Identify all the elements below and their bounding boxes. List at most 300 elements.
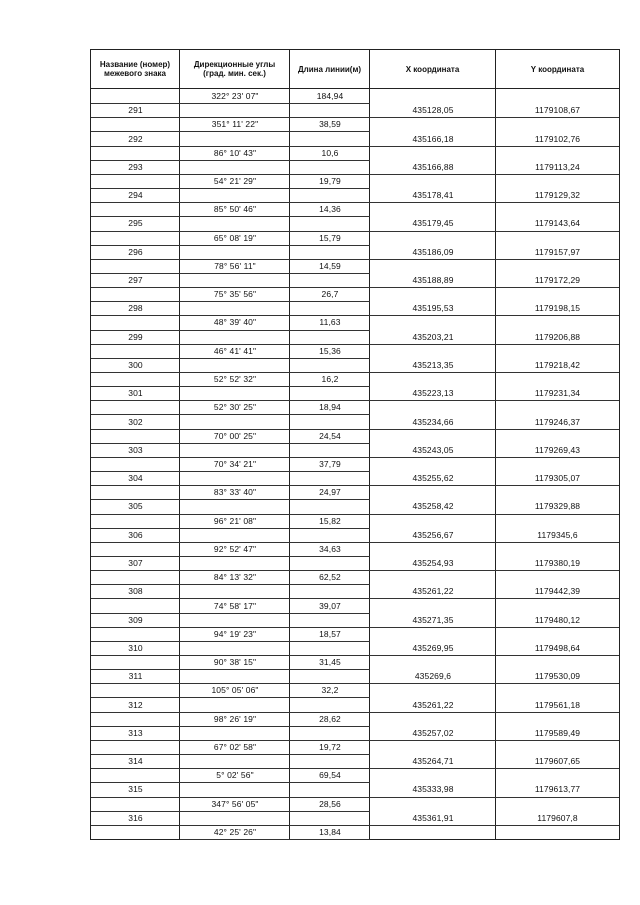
row-line bbox=[370, 146, 496, 147]
row-line bbox=[496, 287, 619, 288]
row-line bbox=[180, 202, 290, 203]
point-y: 1179380,19 bbox=[534, 558, 581, 569]
point-y: 1179607,8 bbox=[537, 812, 578, 823]
point-name: 292 bbox=[128, 133, 143, 144]
row-line bbox=[290, 315, 370, 316]
row-line bbox=[91, 782, 180, 783]
row-line bbox=[180, 825, 290, 826]
segment-angle: 90° 38' 15" bbox=[213, 657, 257, 668]
row-line bbox=[180, 556, 290, 557]
row-line bbox=[180, 429, 290, 430]
point-x: 435203,21 bbox=[412, 331, 454, 342]
segment-angle: 67° 02' 58" bbox=[213, 742, 257, 753]
point-y: 1179246,37 bbox=[534, 416, 581, 427]
point-x: 435223,13 bbox=[412, 388, 454, 399]
point-x: 435179,45 bbox=[412, 218, 454, 229]
segment-angle: 347° 56' 05" bbox=[211, 798, 259, 809]
row-line bbox=[290, 443, 370, 444]
row-line bbox=[290, 514, 370, 515]
segment-angle: 105° 05' 06" bbox=[211, 685, 259, 696]
row-line bbox=[180, 386, 290, 387]
row-line bbox=[290, 754, 370, 755]
row-line bbox=[91, 429, 180, 430]
segment-length: 18,94 bbox=[319, 402, 341, 413]
row-line bbox=[290, 627, 370, 628]
row-line bbox=[180, 117, 290, 118]
point-x: 435269,95 bbox=[412, 642, 454, 653]
row-line bbox=[180, 598, 290, 599]
point-y: 1179102,76 bbox=[534, 133, 581, 144]
row-line bbox=[370, 797, 496, 798]
row-line bbox=[91, 231, 180, 232]
row-line bbox=[496, 598, 619, 599]
row-line bbox=[290, 811, 370, 812]
point-y: 1179172,29 bbox=[534, 275, 581, 286]
row-line bbox=[496, 174, 619, 175]
point-y: 1179143,64 bbox=[534, 218, 581, 229]
row-line bbox=[91, 414, 180, 415]
row-line bbox=[496, 825, 619, 826]
point-name: 312 bbox=[128, 699, 143, 710]
row-line bbox=[180, 768, 290, 769]
row-line bbox=[91, 655, 180, 656]
row-line bbox=[91, 570, 180, 571]
table-body bbox=[91, 89, 619, 839]
row-line bbox=[91, 160, 180, 161]
row-line bbox=[180, 315, 290, 316]
point-name: 316 bbox=[128, 812, 143, 823]
row-line bbox=[180, 457, 290, 458]
segment-length: 19,79 bbox=[319, 175, 341, 186]
row-line bbox=[180, 414, 290, 415]
row-line bbox=[496, 768, 619, 769]
row-line bbox=[180, 245, 290, 246]
row-line bbox=[180, 174, 290, 175]
row-line bbox=[91, 131, 180, 132]
point-x: 435213,35 bbox=[412, 359, 454, 370]
segment-angle: 86° 10' 43" bbox=[213, 147, 257, 158]
row-line bbox=[290, 330, 370, 331]
point-name: 311 bbox=[128, 671, 143, 682]
row-line bbox=[180, 754, 290, 755]
point-x: 435269,6 bbox=[414, 671, 452, 682]
row-line bbox=[180, 683, 290, 684]
point-x: 435256,67 bbox=[412, 529, 454, 540]
point-name: 305 bbox=[128, 501, 143, 512]
point-y: 1179269,43 bbox=[534, 444, 581, 455]
point-name: 303 bbox=[128, 444, 143, 455]
point-name: 299 bbox=[128, 331, 143, 342]
point-y: 1179218,42 bbox=[534, 359, 581, 370]
row-line bbox=[91, 740, 180, 741]
segment-length: 15,82 bbox=[319, 515, 341, 526]
row-line bbox=[91, 712, 180, 713]
row-line bbox=[180, 344, 290, 345]
row-line bbox=[180, 542, 290, 543]
segment-angle: 322° 23' 07" bbox=[211, 91, 259, 102]
row-line bbox=[91, 330, 180, 331]
row-line bbox=[370, 287, 496, 288]
point-name: 301 bbox=[128, 388, 143, 399]
segment-length: 15,36 bbox=[319, 345, 341, 356]
row-line bbox=[91, 613, 180, 614]
point-y: 1179305,07 bbox=[534, 473, 581, 484]
point-x: 435255,62 bbox=[412, 473, 454, 484]
row-line bbox=[91, 245, 180, 246]
segment-angle: 48° 39' 40" bbox=[213, 317, 257, 328]
row-line bbox=[290, 457, 370, 458]
segment-length: 28,56 bbox=[319, 798, 341, 809]
point-y: 1179607,65 bbox=[534, 756, 581, 767]
point-y: 1179108,67 bbox=[534, 105, 581, 116]
row-line bbox=[290, 768, 370, 769]
row-line bbox=[91, 400, 180, 401]
row-line bbox=[180, 797, 290, 798]
row-line bbox=[290, 400, 370, 401]
segment-length: 62,52 bbox=[319, 572, 341, 583]
row-line bbox=[496, 683, 619, 684]
row-line bbox=[496, 655, 619, 656]
point-name: 294 bbox=[128, 190, 143, 201]
row-line bbox=[290, 613, 370, 614]
row-line bbox=[180, 443, 290, 444]
row-line bbox=[496, 315, 619, 316]
row-line bbox=[180, 584, 290, 585]
point-name: 291 bbox=[128, 105, 143, 116]
segment-length: 34,63 bbox=[319, 543, 341, 554]
point-y: 1179530,09 bbox=[534, 671, 581, 682]
point-x: 435195,53 bbox=[412, 303, 454, 314]
segment-underline bbox=[290, 103, 370, 104]
row-line bbox=[290, 556, 370, 557]
segment-angle: 75° 35' 56" bbox=[213, 289, 257, 300]
row-line bbox=[370, 202, 496, 203]
row-line bbox=[290, 372, 370, 373]
row-line bbox=[370, 429, 496, 430]
segment-length: 15,79 bbox=[319, 232, 341, 243]
row-line bbox=[180, 712, 290, 713]
segment-angle: 98° 26' 19" bbox=[213, 713, 257, 724]
row-line bbox=[496, 712, 619, 713]
header-x: X координата bbox=[370, 50, 496, 88]
point-name: 298 bbox=[128, 303, 143, 314]
row-line bbox=[496, 202, 619, 203]
point-y: 1179442,39 bbox=[534, 586, 581, 597]
row-line bbox=[180, 330, 290, 331]
row-line bbox=[180, 372, 290, 373]
header-length: Длина линии(м) bbox=[290, 50, 370, 88]
row-line bbox=[290, 683, 370, 684]
point-x: 435261,22 bbox=[412, 699, 454, 710]
point-y: 1179498,64 bbox=[534, 642, 581, 653]
row-line bbox=[290, 697, 370, 698]
row-line bbox=[290, 584, 370, 585]
point-y: 1179231,34 bbox=[534, 388, 581, 399]
header-y: Y координата bbox=[530, 64, 585, 74]
row-line bbox=[91, 216, 180, 217]
segment-length: 28,62 bbox=[319, 713, 341, 724]
point-y: 1179113,24 bbox=[535, 161, 580, 172]
row-line bbox=[290, 273, 370, 274]
row-line bbox=[91, 174, 180, 175]
row-line bbox=[290, 188, 370, 189]
row-line bbox=[496, 400, 619, 401]
row-line bbox=[180, 811, 290, 812]
row-line bbox=[91, 528, 180, 529]
row-line bbox=[91, 259, 180, 260]
row-line bbox=[290, 570, 370, 571]
row-line bbox=[290, 117, 370, 118]
row-line bbox=[91, 641, 180, 642]
row-line bbox=[91, 556, 180, 557]
segment-length: 16,2 bbox=[321, 374, 339, 385]
point-x: 435243,05 bbox=[412, 444, 454, 455]
point-y: 1179198,15 bbox=[534, 303, 581, 314]
row-line bbox=[290, 414, 370, 415]
row-line bbox=[370, 485, 496, 486]
row-line bbox=[91, 202, 180, 203]
row-line bbox=[180, 726, 290, 727]
row-line bbox=[496, 457, 619, 458]
point-x: 435166,88 bbox=[412, 161, 454, 172]
segment-length: 18,57 bbox=[319, 628, 341, 639]
segment-angle: 65° 08' 19" bbox=[213, 232, 257, 243]
segment-angle: 52° 30' 25" bbox=[213, 402, 257, 413]
point-x: 435257,02 bbox=[412, 727, 454, 738]
row-line bbox=[290, 528, 370, 529]
row-line bbox=[370, 174, 496, 175]
segment-angle: 52° 52' 32" bbox=[213, 374, 257, 385]
segment-angle: 54° 21' 29" bbox=[213, 175, 257, 186]
row-line bbox=[290, 669, 370, 670]
row-line bbox=[370, 825, 496, 826]
row-line bbox=[180, 485, 290, 486]
row-line bbox=[180, 570, 290, 571]
point-name: 302 bbox=[128, 416, 143, 427]
point-name: 307 bbox=[128, 558, 143, 569]
segment-length: 38,59 bbox=[319, 119, 341, 130]
row-line bbox=[290, 485, 370, 486]
row-line bbox=[180, 358, 290, 359]
point-y: 1179329,88 bbox=[534, 501, 581, 512]
row-line bbox=[290, 429, 370, 430]
point-y: 1179561,18 bbox=[534, 699, 581, 710]
point-x: 435271,35 bbox=[412, 614, 454, 625]
row-line bbox=[91, 514, 180, 515]
row-line bbox=[290, 825, 370, 826]
row-line bbox=[91, 811, 180, 812]
segment-angle: 70° 34' 21" bbox=[213, 459, 257, 469]
row-line bbox=[91, 372, 180, 373]
segment-length: 10,6 bbox=[321, 147, 339, 158]
row-line bbox=[496, 259, 619, 260]
segment-length: 69,54 bbox=[319, 770, 341, 781]
point-x: 435128,05 bbox=[412, 105, 454, 116]
point-x: 435261,22 bbox=[412, 586, 454, 597]
row-line bbox=[180, 499, 290, 500]
row-line bbox=[180, 782, 290, 783]
row-line bbox=[370, 627, 496, 628]
row-line bbox=[180, 641, 290, 642]
row-line bbox=[180, 471, 290, 472]
row-line bbox=[290, 202, 370, 203]
row-line bbox=[290, 259, 370, 260]
row-line bbox=[91, 697, 180, 698]
segment-angle: 42° 25' 26" bbox=[213, 826, 257, 837]
row-line bbox=[290, 712, 370, 713]
row-line bbox=[370, 315, 496, 316]
row-line bbox=[180, 839, 290, 840]
row-line bbox=[180, 216, 290, 217]
point-y: 1179157,97 bbox=[534, 246, 581, 257]
row-line bbox=[496, 485, 619, 486]
point-x: 435333,98 bbox=[412, 784, 454, 795]
segment-length: 26,7 bbox=[321, 289, 339, 300]
row-line bbox=[496, 740, 619, 741]
segment-angle: 78° 56' 11" bbox=[214, 260, 256, 271]
row-line bbox=[370, 231, 496, 232]
row-line bbox=[290, 782, 370, 783]
row-line bbox=[370, 344, 496, 345]
row-line bbox=[290, 216, 370, 217]
row-line bbox=[91, 315, 180, 316]
point-y: 1179345,6 bbox=[537, 529, 578, 540]
row-line bbox=[91, 103, 180, 104]
point-x: 435166,18 bbox=[412, 133, 454, 144]
row-line bbox=[91, 542, 180, 543]
point-x: 435188,89 bbox=[412, 275, 454, 286]
row-line bbox=[290, 287, 370, 288]
row-line bbox=[370, 598, 496, 599]
row-line bbox=[180, 613, 290, 614]
row-line bbox=[91, 117, 180, 118]
row-line bbox=[290, 726, 370, 727]
row-line bbox=[91, 669, 180, 670]
row-line bbox=[91, 598, 180, 599]
row-line bbox=[91, 301, 180, 302]
segment-angle: 85° 50' 46" bbox=[213, 204, 257, 215]
segment-length: 19,72 bbox=[319, 742, 341, 753]
row-line bbox=[91, 443, 180, 444]
row-line bbox=[496, 514, 619, 515]
segment-angle: 96° 21' 08" bbox=[213, 515, 257, 526]
row-line bbox=[180, 131, 290, 132]
row-line bbox=[496, 542, 619, 543]
row-line bbox=[290, 499, 370, 500]
segment-angle: 5° 02' 56" bbox=[216, 770, 254, 781]
row-line bbox=[180, 627, 290, 628]
row-line bbox=[370, 117, 496, 118]
row-line bbox=[91, 146, 180, 147]
segment-length: 184,94 bbox=[316, 91, 344, 102]
row-line bbox=[180, 188, 290, 189]
point-x: 435264,71 bbox=[412, 756, 454, 767]
point-name: 300 bbox=[128, 359, 143, 370]
row-line bbox=[91, 344, 180, 345]
row-line bbox=[290, 131, 370, 132]
point-y: 1179129,32 bbox=[534, 190, 581, 201]
point-name: 314 bbox=[128, 756, 143, 767]
row-line bbox=[180, 273, 290, 274]
row-line bbox=[370, 740, 496, 741]
row-line bbox=[91, 584, 180, 585]
point-x: 435186,09 bbox=[412, 246, 454, 257]
row-line bbox=[91, 726, 180, 727]
row-line bbox=[91, 457, 180, 458]
row-line bbox=[180, 400, 290, 401]
point-y: 1179206,88 bbox=[534, 331, 581, 342]
segment-angle: 94° 19' 23" bbox=[213, 628, 257, 639]
row-line bbox=[290, 358, 370, 359]
row-line bbox=[290, 542, 370, 543]
row-line bbox=[370, 259, 496, 260]
row-line bbox=[370, 655, 496, 656]
row-line bbox=[91, 273, 180, 274]
point-y: 1179480,12 bbox=[534, 614, 581, 625]
row-line bbox=[180, 669, 290, 670]
row-line bbox=[91, 797, 180, 798]
row-line bbox=[91, 358, 180, 359]
segment-length: 24,97 bbox=[319, 487, 341, 498]
row-line bbox=[91, 188, 180, 189]
segment-angle: 92° 52' 47" bbox=[213, 543, 257, 554]
row-line bbox=[180, 514, 290, 515]
row-line bbox=[370, 514, 496, 515]
row-line bbox=[370, 457, 496, 458]
row-line bbox=[290, 655, 370, 656]
segment-length: 32,2 bbox=[321, 685, 339, 696]
segment-length: 13,84 bbox=[319, 826, 341, 837]
row-line bbox=[496, 372, 619, 373]
row-line bbox=[290, 740, 370, 741]
point-name: 295 bbox=[128, 218, 143, 229]
row-line bbox=[496, 797, 619, 798]
table-header bbox=[91, 50, 619, 89]
segment-length: 24,54 bbox=[319, 430, 341, 441]
row-line bbox=[290, 839, 370, 840]
row-line bbox=[496, 627, 619, 628]
row-line bbox=[370, 400, 496, 401]
row-line bbox=[180, 287, 290, 288]
segment-length: 11,63 bbox=[319, 317, 341, 328]
point-x: 435254,93 bbox=[412, 558, 454, 569]
row-line bbox=[496, 570, 619, 571]
row-line bbox=[290, 386, 370, 387]
row-line bbox=[370, 712, 496, 713]
row-line bbox=[180, 655, 290, 656]
point-name: 296 bbox=[128, 246, 143, 257]
point-x: 435361,91 bbox=[412, 812, 454, 823]
row-line bbox=[91, 683, 180, 684]
point-y: 1179589,49 bbox=[534, 727, 581, 738]
row-line bbox=[91, 768, 180, 769]
segment-angle: 74° 58' 17" bbox=[213, 600, 257, 611]
point-name: 309 bbox=[128, 614, 143, 625]
row-line bbox=[91, 825, 180, 826]
row-line bbox=[370, 542, 496, 543]
row-line bbox=[290, 160, 370, 161]
segment-length: 31,45 bbox=[319, 657, 341, 668]
row-line bbox=[91, 499, 180, 500]
row-line bbox=[91, 627, 180, 628]
row-line bbox=[91, 386, 180, 387]
row-line bbox=[91, 485, 180, 486]
segment-angle: 83° 33' 40" bbox=[213, 487, 257, 498]
header-name: Название (номер) межевого знака bbox=[91, 50, 180, 88]
row-line bbox=[290, 641, 370, 642]
row-line bbox=[91, 471, 180, 472]
segment-underline bbox=[180, 103, 290, 104]
